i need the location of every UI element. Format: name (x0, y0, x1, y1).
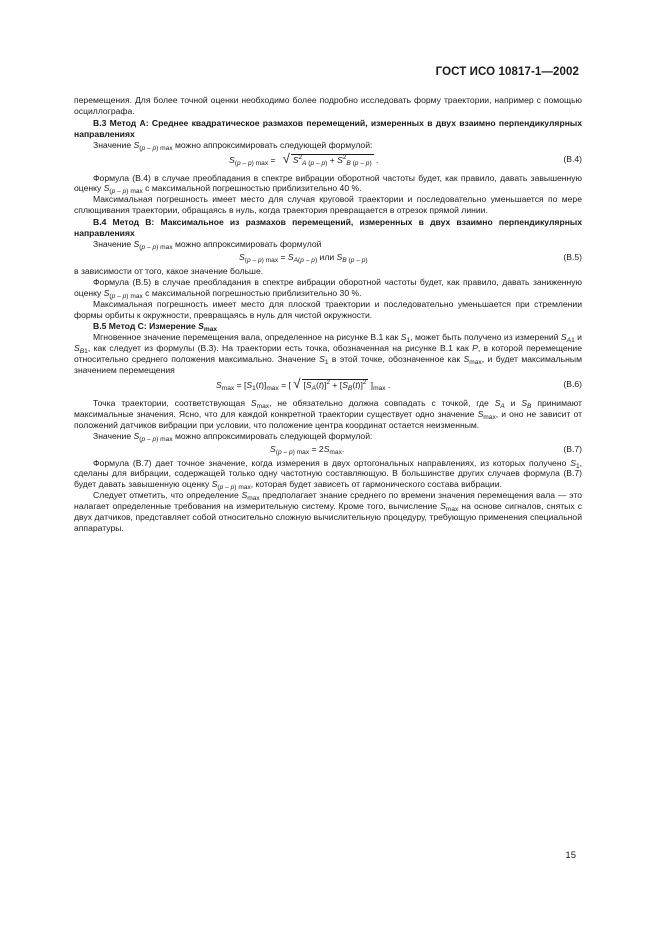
paragraph: Формула (В.4) в случае преобладания в спектре вибрации оборотной частоты будет, как правило, давать завышенную оценку $S_{(p - p) max}$ с максимальной погрешностью приблизительно 40 %. (74, 172, 582, 196)
paragraph: Формула (В.7) дает точное значение, когда измерения в двух ортогональных направлениях, из которых получено $S_1$, сделаны для вибрации, содержащей только одну частотную составляющую. В большинстве других случаев формула (В.7) будет давать завышенную оценку $S_{(p - p) max}$, которая будет зависеть от гармонического состава вибрации. (74, 457, 582, 492)
section-heading-b5: В.5 Метод С: Измерение $S_{max}$ (93, 321, 218, 334)
paragraph: Формула (В.5) в случае преобладания в спектре вибрации оборотной частоты будет, как правило, давать заниженную оценку $S_{(p - p) max}$ с максимальной погрешностью приблизительно 30 %. (74, 276, 582, 300)
paragraph: Максимальная погрешность имеет место для плоской траектории и последовательно уменьшается при стремлении формы орбиты к окружности, превращаясь в нуль для чистой окружности. (74, 298, 582, 320)
paragraph: Максимальная погрешность имеет место для случая круговой траектории и последовательно уменьшается по мере сплющивания траектории, обращаясь в нуль, когда траектория превращается в отрезок прямой линии. (74, 194, 582, 216)
section-heading-b3: В.3 Метод А: Среднее квадратическое размахов перемещений, измеренных в двух взаимно перпендикулярных направлениях (74, 117, 582, 139)
equation-b6: $S_{max} = [S_1(t)]_{max}$ = [ √ $[S_A(t)]^2 + [S_B(t)]^2$ ]$_{max}$ . (В.6) (216, 375, 582, 392)
equation-number: (В.5) (563, 251, 582, 262)
equation-b4: $S_{(p - p) max}$ = √ $S^2_{A (p - p)} + S^2_{B (p - p)}$ . (В.4) (229, 150, 582, 167)
document-body (74, 95, 582, 534)
equation-b7: $S_{(p - p) max} = 2S_{max}$. (В.7) (270, 443, 582, 456)
paragraph: Мгновенное значение перемещения вала, определенное на рисунке В.1 как $S_1$, может быть получено из измерений $S_{A1}$ и $S_{B1}$, как следует из формулы (В.3). На траектории есть точка, обозначенная на рисунке В.1 как P, в которой перемещение относительно среднего положения максимально. Значение $S_1$ в этой точке, обозначенное как $S_{max}$, и будет максимальным значением перемещения (74, 332, 582, 376)
paragraph: Значение $S_{(p - p) max}$ можно аппроксимировать формулой (93, 238, 322, 251)
paragraph: в зависимости от того, какое значение больше. (74, 265, 264, 276)
equation-number: (В.6) (563, 378, 582, 389)
paragraph: перемещения. Для более точной оценки необходимо более подробно исследовать форму траектории, например с помощью осциллографа. (74, 95, 582, 116)
paragraph: Значение $S_{(p - p) max}$ можно аппроксимировать следующей формулой: (93, 139, 373, 152)
paragraph: Следует отметить, что определение $S_{max}$ предполагает знание среднего по времени значения перемещения вала — это налагает определенные требования на измерительную систему. Кроме того, вычисление $S_{max}$ на основе сигналов, снятых с двух датчиков, представляет собой относительно сложную вычислительную процедуру, требующую применения специальной аппаратуры. (74, 490, 582, 533)
paragraph: Точка траектории, соответствующая $S_{max}$, не обязательно должна совпадать с точкой, где $S_A$ и $S_B$ принимают максимальные значения. Ясно, что для каждой конкретной траектории существует одно значение $S_{max}$, и оно не зависит от положений датчиков вибрации при условии, что положение центра координат остается неизменным. (74, 397, 582, 430)
standard-header: ГОСТ ИСО 10817-1—2002 (435, 66, 579, 78)
equation-number: (В.4) (563, 153, 582, 164)
equation-number: (В.7) (563, 443, 582, 454)
equation-b5: $S_{(p - p) max} = S_{A(p - p)}$ или $S_{B (p - p)}$ (В.5) (239, 251, 582, 264)
paragraph: Значение $S_{(p - p) max}$ можно аппроксимировать следующей формулой: (93, 430, 373, 443)
page-number: 15 (565, 850, 576, 861)
section-heading-b4: В.4 Метод В: Максимальное из размахов перемещений, измеренных в двух взаимно перпендикулярных направлениях (74, 217, 582, 239)
